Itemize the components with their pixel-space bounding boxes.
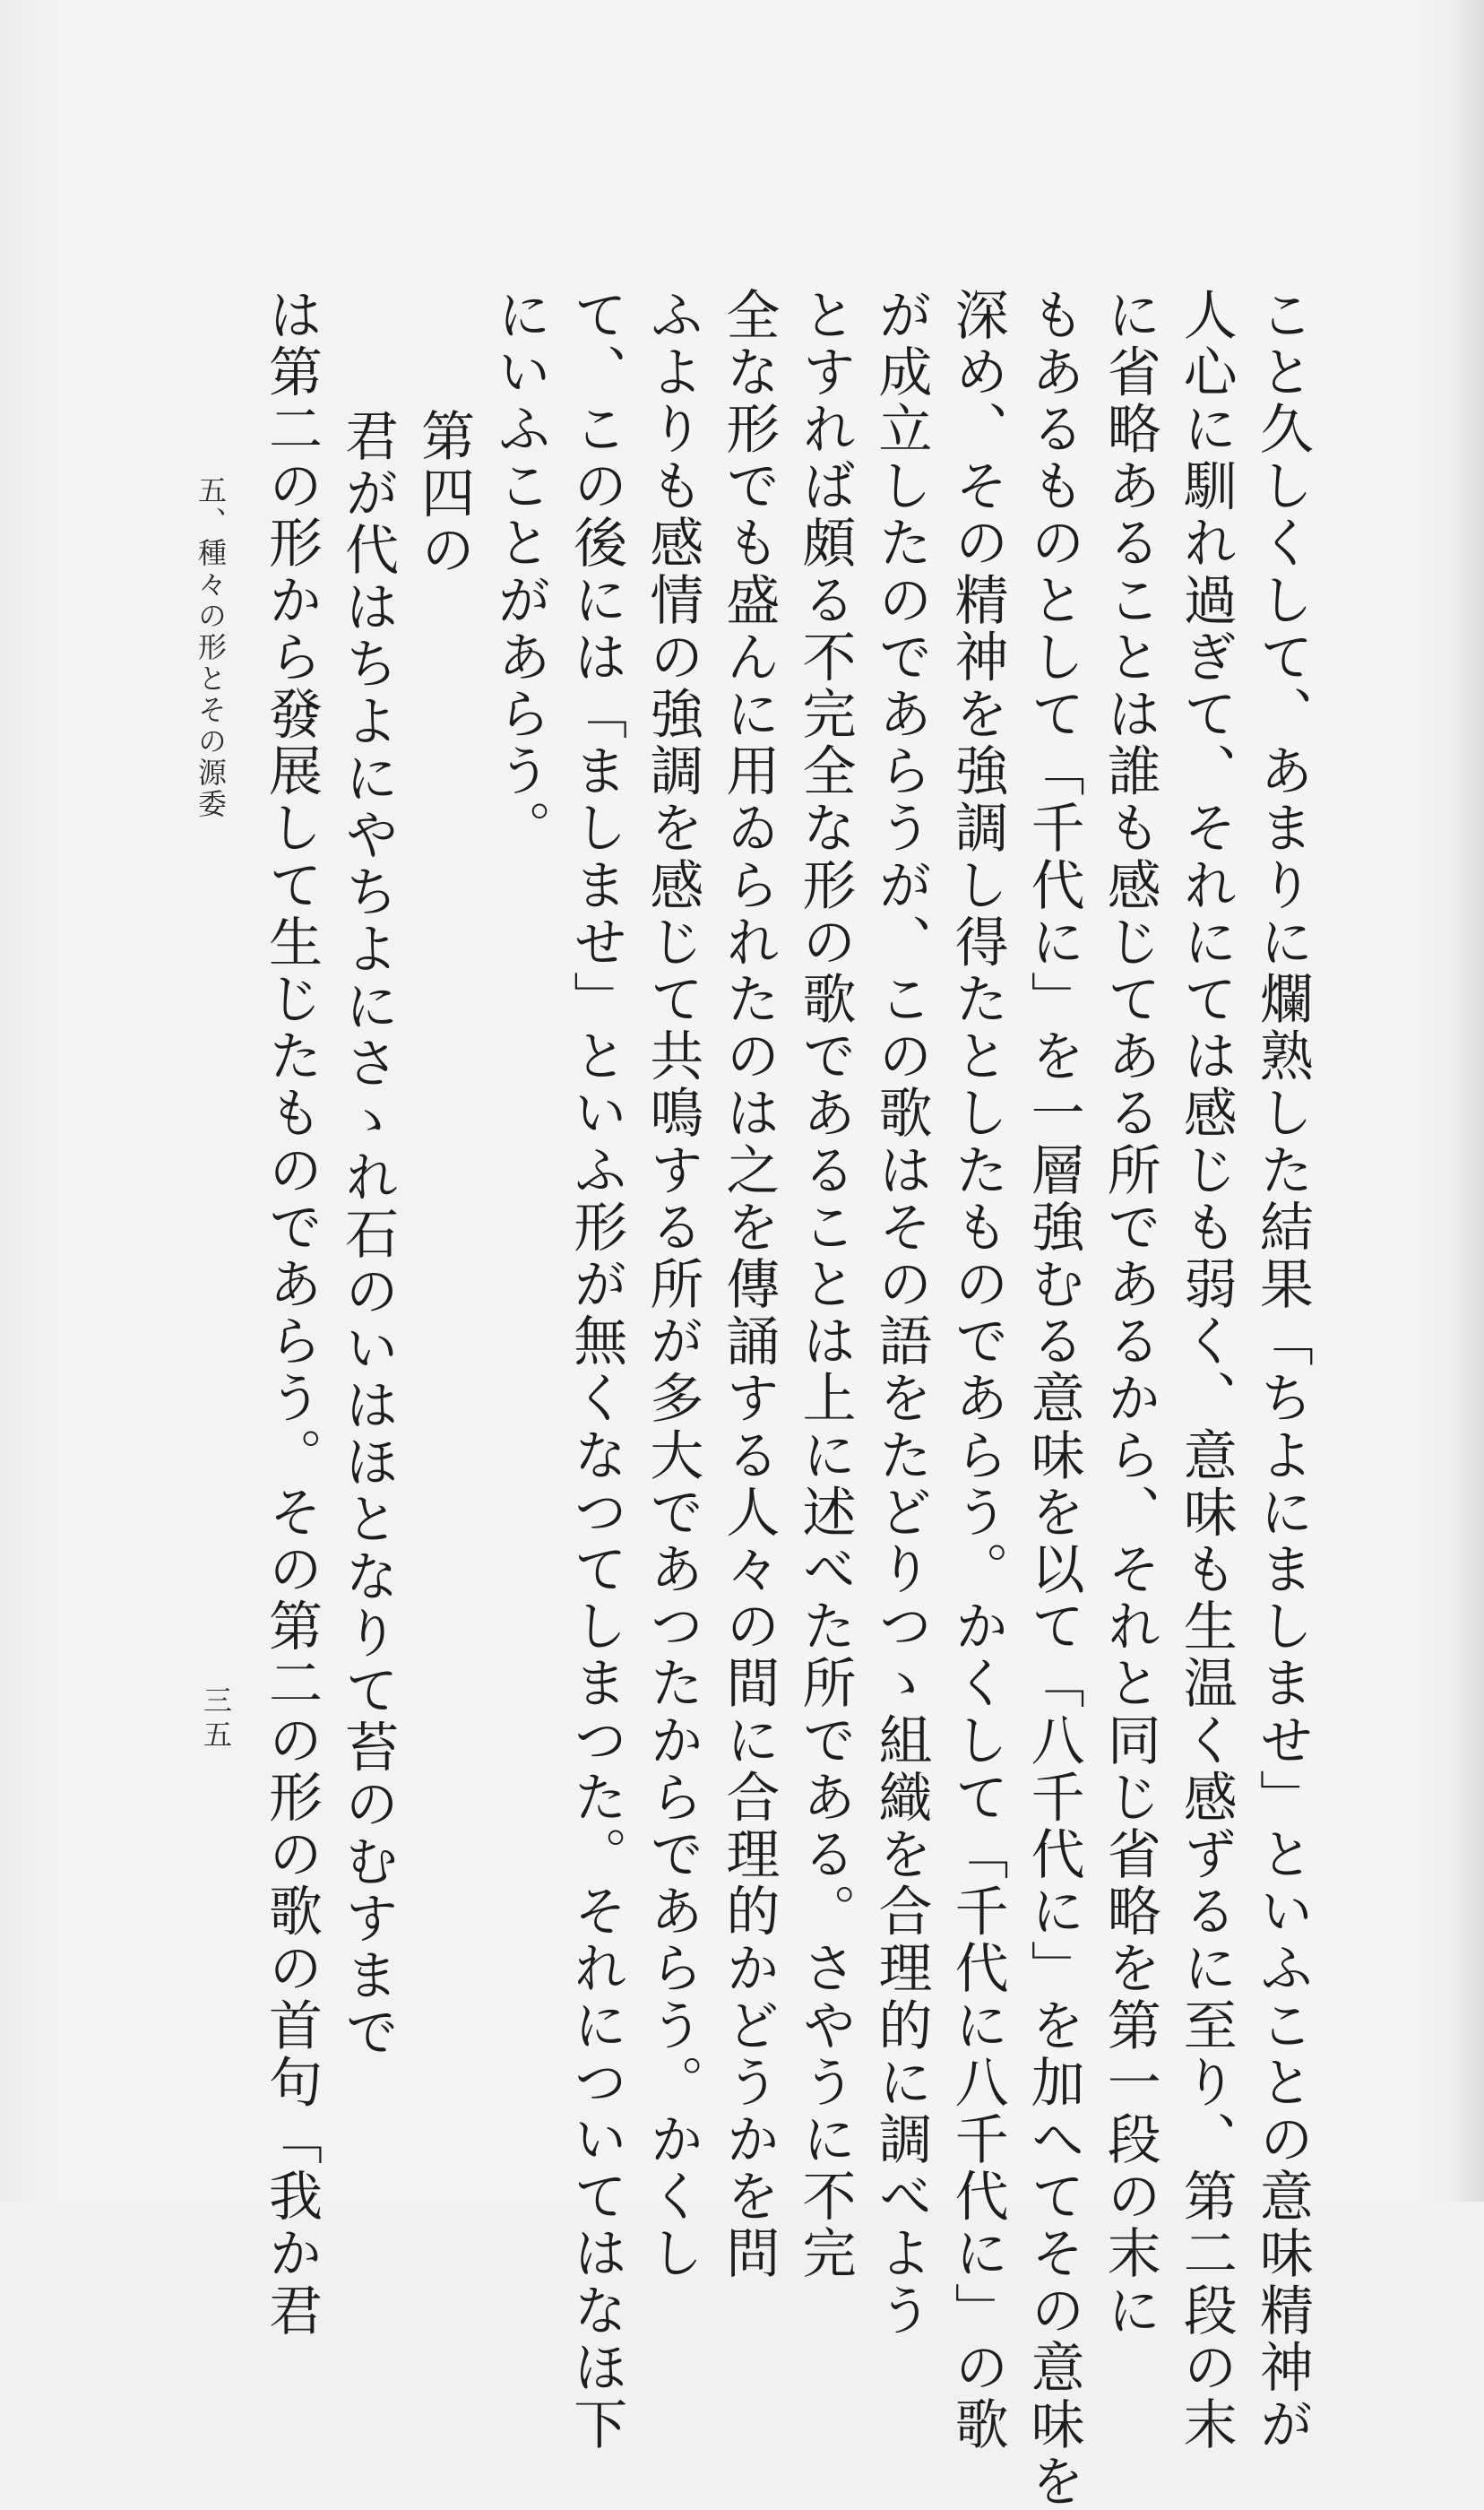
text-column: て、この後には「ましませ」といふ形が無くなつてしまつた。それについてはなほ下 bbox=[565, 287, 628, 2454]
text-column: が成立したのであらうが、この歌はその語をたどりつゝ組織を合理的に調べよう bbox=[869, 287, 933, 2340]
text-column: こと久しくして、あまりに爛熟した結果「ちよにましませ」といふことの意味精神が bbox=[1250, 287, 1314, 2454]
running-head: 五、種々の形とその源委 bbox=[194, 475, 228, 820]
text-column: 人心に馴れ過ぎて、それにては感じも弱く、意味も生温く感ずるに至り、第二段の末 bbox=[1174, 287, 1238, 2454]
page-edge-shadow bbox=[1448, 0, 1484, 2202]
text-column: にいふことがあらう。 bbox=[488, 287, 552, 857]
text-column: 第四の bbox=[412, 408, 476, 579]
text-column: 全な形でも盛んに用ゐられたのは之を傳誦する人々の間に合理的かどうかを問 bbox=[717, 287, 781, 2282]
quoted-poem: 君が代はちよにやちよにさゝれ石のいはほとなりて苔のむすまで bbox=[336, 408, 400, 2062]
text-column: もあるものとして「千代に」を一層強むる意味を以て「八千代に」を加へてその意味を bbox=[1022, 287, 1085, 2510]
text-column: とすれば頗る不完全な形の歌であることは上に述べた所である。さやうに不完 bbox=[793, 287, 857, 2282]
body-text bbox=[260, 287, 1314, 2510]
text-column: ふよりも感情の強調を感じて共鳴する所が多大であつたからであらう。かくし bbox=[641, 287, 704, 2282]
text-column: に省略あることは誰も感じてある所であるから、それと同じ省略を第一段の末に bbox=[1098, 287, 1161, 2340]
text-column: 深め、その精神を強調し得たとしたものであらう。かくして「千代に八千代に」の歌 bbox=[945, 287, 1009, 2454]
page-number: 三五 bbox=[199, 1685, 233, 1753]
text-column: は第二の形から發展して生じたものであらう。その第二の形の歌の首句「我か君 bbox=[260, 287, 323, 2340]
